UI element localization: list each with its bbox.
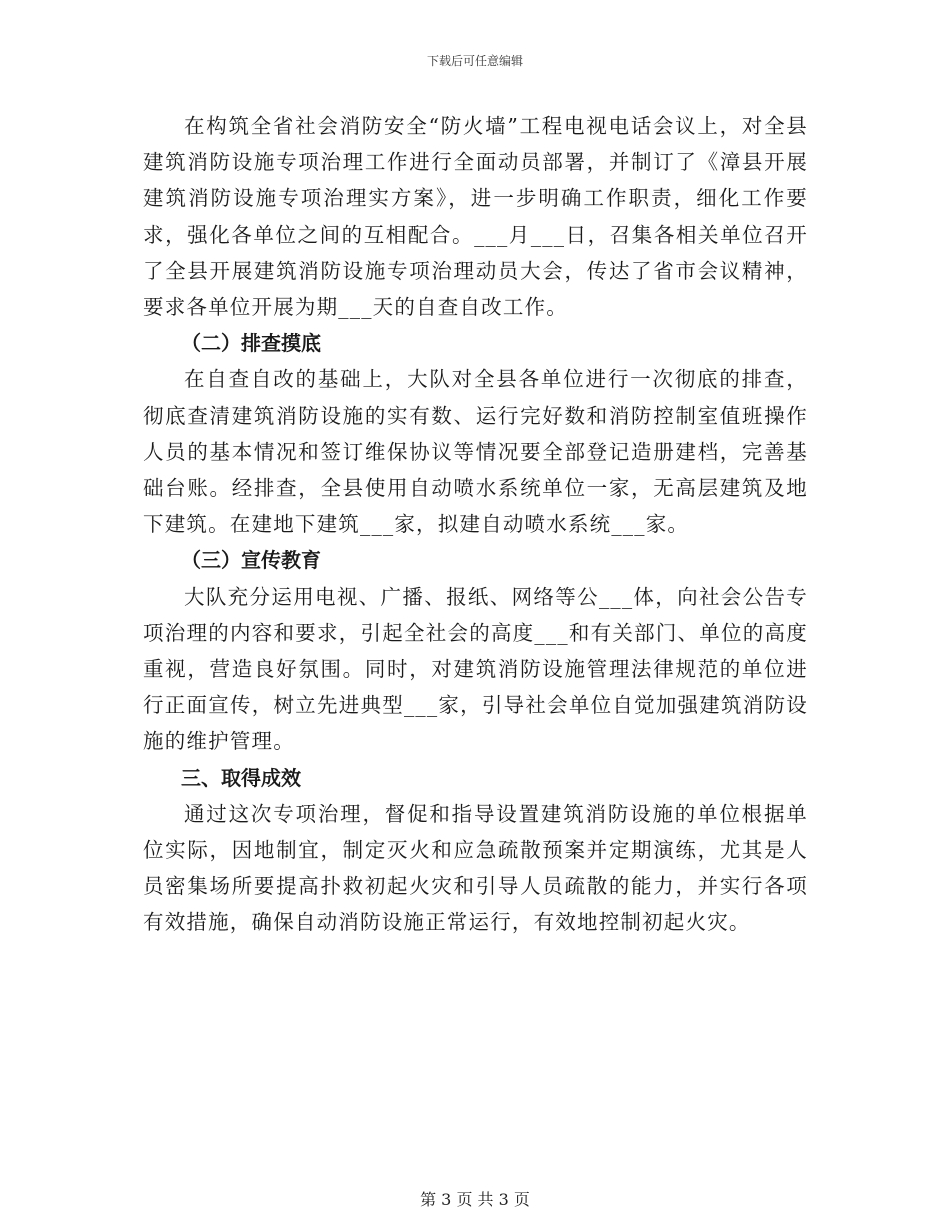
section-heading-investigation: （二）排查摸底 <box>181 331 321 356</box>
paragraph-publicity: 大队充分运用电视、广播、报纸、网络等公___体，向社会公告专项治理的内容和要求，引起全社会的高度___和有关部门、单位的高度重视，营造良好氛围。同时，对建筑消防设施管理法律规范的单位进行正面宣传，树立先进典型___家，引导社会单位自觉加强建筑消防设施的维护管理。 <box>143 584 808 754</box>
document-body <box>143 108 808 941</box>
section-heading-results: 三、取得成效 <box>181 765 301 790</box>
page-header: 下载后可任意编辑 <box>426 54 523 68</box>
paragraph-mobilization: 在构筑全省社会消防安全“防火墙”工程电视电话会议上，对全县建筑消防设施专项治理工作进行全面动员部署，并制订了《漳县开展建筑消防设施专项治理实方案》，进一步明确工作职责，细化工作要求，强化各单位之间的互相配合。___月___日，召集各相关单位召开了全县开展建筑消防设施专项治理动员大会，传达了省市会议精神，要求各单位开展为期___天的自查自改工作。 <box>143 114 808 320</box>
paragraph-results: 通过这次专项治理，督促和指导设置建筑消防设施的单位根据单位实际，因地制宜，制定灭火和应急疏散预案并定期演练，尤其是人员密集场所要提高扑救初起火灾和引导人员疏散的能力，并实行各项有效措施，确保自动消防设施正常运行，有效地控制初起火灾。 <box>143 801 808 935</box>
section-heading-publicity: （三）宣传教育 <box>181 548 321 573</box>
paragraph-investigation: 在自查自改的基础上，大队对全县各单位进行一次彻底的排查，彻底查清建筑消防设施的实有数、运行完好数和消防控制室值班操作人员的基本情况和签订维保协议等情况要全部登记造册建档，完善基础台账。经排查，全县使用自动喷水系统单位一家，无高层建筑及地下建筑。在建地下建筑___家，拟建自动喷水系统___家。 <box>143 367 808 537</box>
page-footer: 第 3 页 共 3 页 <box>420 1190 530 1209</box>
